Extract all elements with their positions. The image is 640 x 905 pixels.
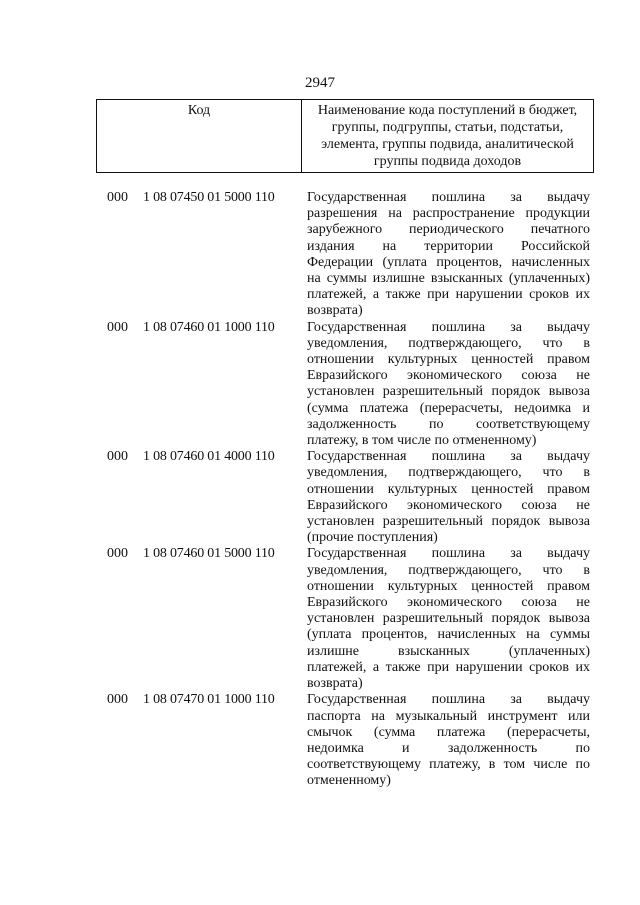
budget-code-cell: 1 08 07450 01 5000 110 [143,190,275,205]
budget-code-cell: 1 08 07460 01 5000 110 [143,546,275,562]
table-row [96,190,594,320]
income-name-line: на суммы излишне взысканных (уплаченных) [307,271,590,287]
income-name-cell [307,320,590,450]
income-name-line: Государственная пошлина за выдачу [307,449,590,465]
income-name-line: Евразийского экономического союза не [307,595,590,611]
income-name-line: установлен разрешительный порядок вывоза [307,514,590,530]
income-name-line: уведомления, подтверждающего, что в [307,335,590,351]
income-name-line: уведомления, подтверждающего, что в [307,465,590,481]
income-name-line: издания на территории Российской [307,238,590,254]
header-name-line: группы, подгруппы, статьи, подстатьи, [331,120,564,135]
income-name-line: (сумма платежа (перерасчеты, недоимка и [307,400,590,416]
admin-code-cell: 000 [107,692,128,708]
income-name-line: (уплата процентов, начисленных на суммы [307,627,590,643]
page-number: 2947 [305,75,335,91]
income-name-line: Евразийского экономического союза не [307,497,590,513]
income-name-line: Государственная пошлина за выдачу [307,190,590,205]
income-name-line: платежей, а также при нарушении сроков их [307,659,590,675]
header-name-line: Наименование кода поступлений в бюджет, [317,103,578,118]
budget-code-cell: 1 08 07470 01 1000 110 [143,692,275,708]
income-name-line: отношении культурных ценностей правом [307,481,590,497]
income-name-line: излишне взысканных (уплаченных) [307,643,590,659]
income-name-line: возврата) [307,676,363,692]
admin-code-cell: 000 [107,190,128,205]
income-name-line: разрешения на распространение продукции [307,206,590,222]
income-name-line: (прочие поступления) [307,530,438,546]
income-name-cell [307,692,590,789]
income-name-line: Государственная пошлина за выдачу [307,692,590,708]
header-name-line: элемента, группы подвида, аналитической [321,137,574,152]
income-name-line: возврата) [307,303,363,319]
income-name-line: отношении культурных ценностей правом [307,352,590,368]
income-name-line: Федерации (уплата процентов, начисленных [307,254,590,270]
header-name-line: группы подвида доходов [373,154,522,169]
income-code-list [96,190,594,790]
income-name-line: отношении культурных ценностей правом [307,578,590,594]
table-header [96,99,594,173]
income-name-line: соответствующему платежу, в том числе по [307,757,590,773]
income-name-cell [307,546,590,692]
budget-code-cell: 1 08 07460 01 1000 110 [143,319,275,335]
income-name-line: Евразийского экономического союза не [307,368,590,384]
table-row [96,692,594,789]
income-name-line: задолженность по соответствующему [307,416,590,432]
income-name-line: паспорта на музыкальный инструмент или [307,708,590,724]
income-name-cell [307,190,590,320]
income-name-line: установлен разрешительный порядок вывоза [307,384,590,400]
income-name-line: Государственная пошлина за выдачу [307,546,590,562]
income-name-line: платежу, в том числе по отмененному) [307,433,537,449]
admin-code-cell: 000 [107,449,128,465]
income-name-line: смычок (сумма платежа (перерасчеты, [307,724,590,740]
income-name-line: зарубежного периодического печатного [307,222,590,238]
admin-code-cell: 000 [107,546,128,562]
income-name-line: уведомления, подтверждающего, что в [307,562,590,578]
header-name-cell [302,100,594,173]
header-code-cell: Код [97,100,302,173]
table-row [96,320,594,450]
income-name-line: Государственная пошлина за выдачу [307,319,590,335]
budget-code-cell: 1 08 07460 01 4000 110 [143,449,275,465]
table-row [96,546,594,692]
income-name-cell [307,449,590,546]
admin-code-cell: 000 [107,319,128,335]
income-name-line: платежей, а также при нарушении сроков их [307,287,590,303]
income-name-line: отмененному) [307,773,391,789]
income-name-line: недоимка и задолженность по [307,740,590,756]
table-row [96,449,594,546]
income-name-line: установлен разрешительный порядок вывоза [307,611,590,627]
